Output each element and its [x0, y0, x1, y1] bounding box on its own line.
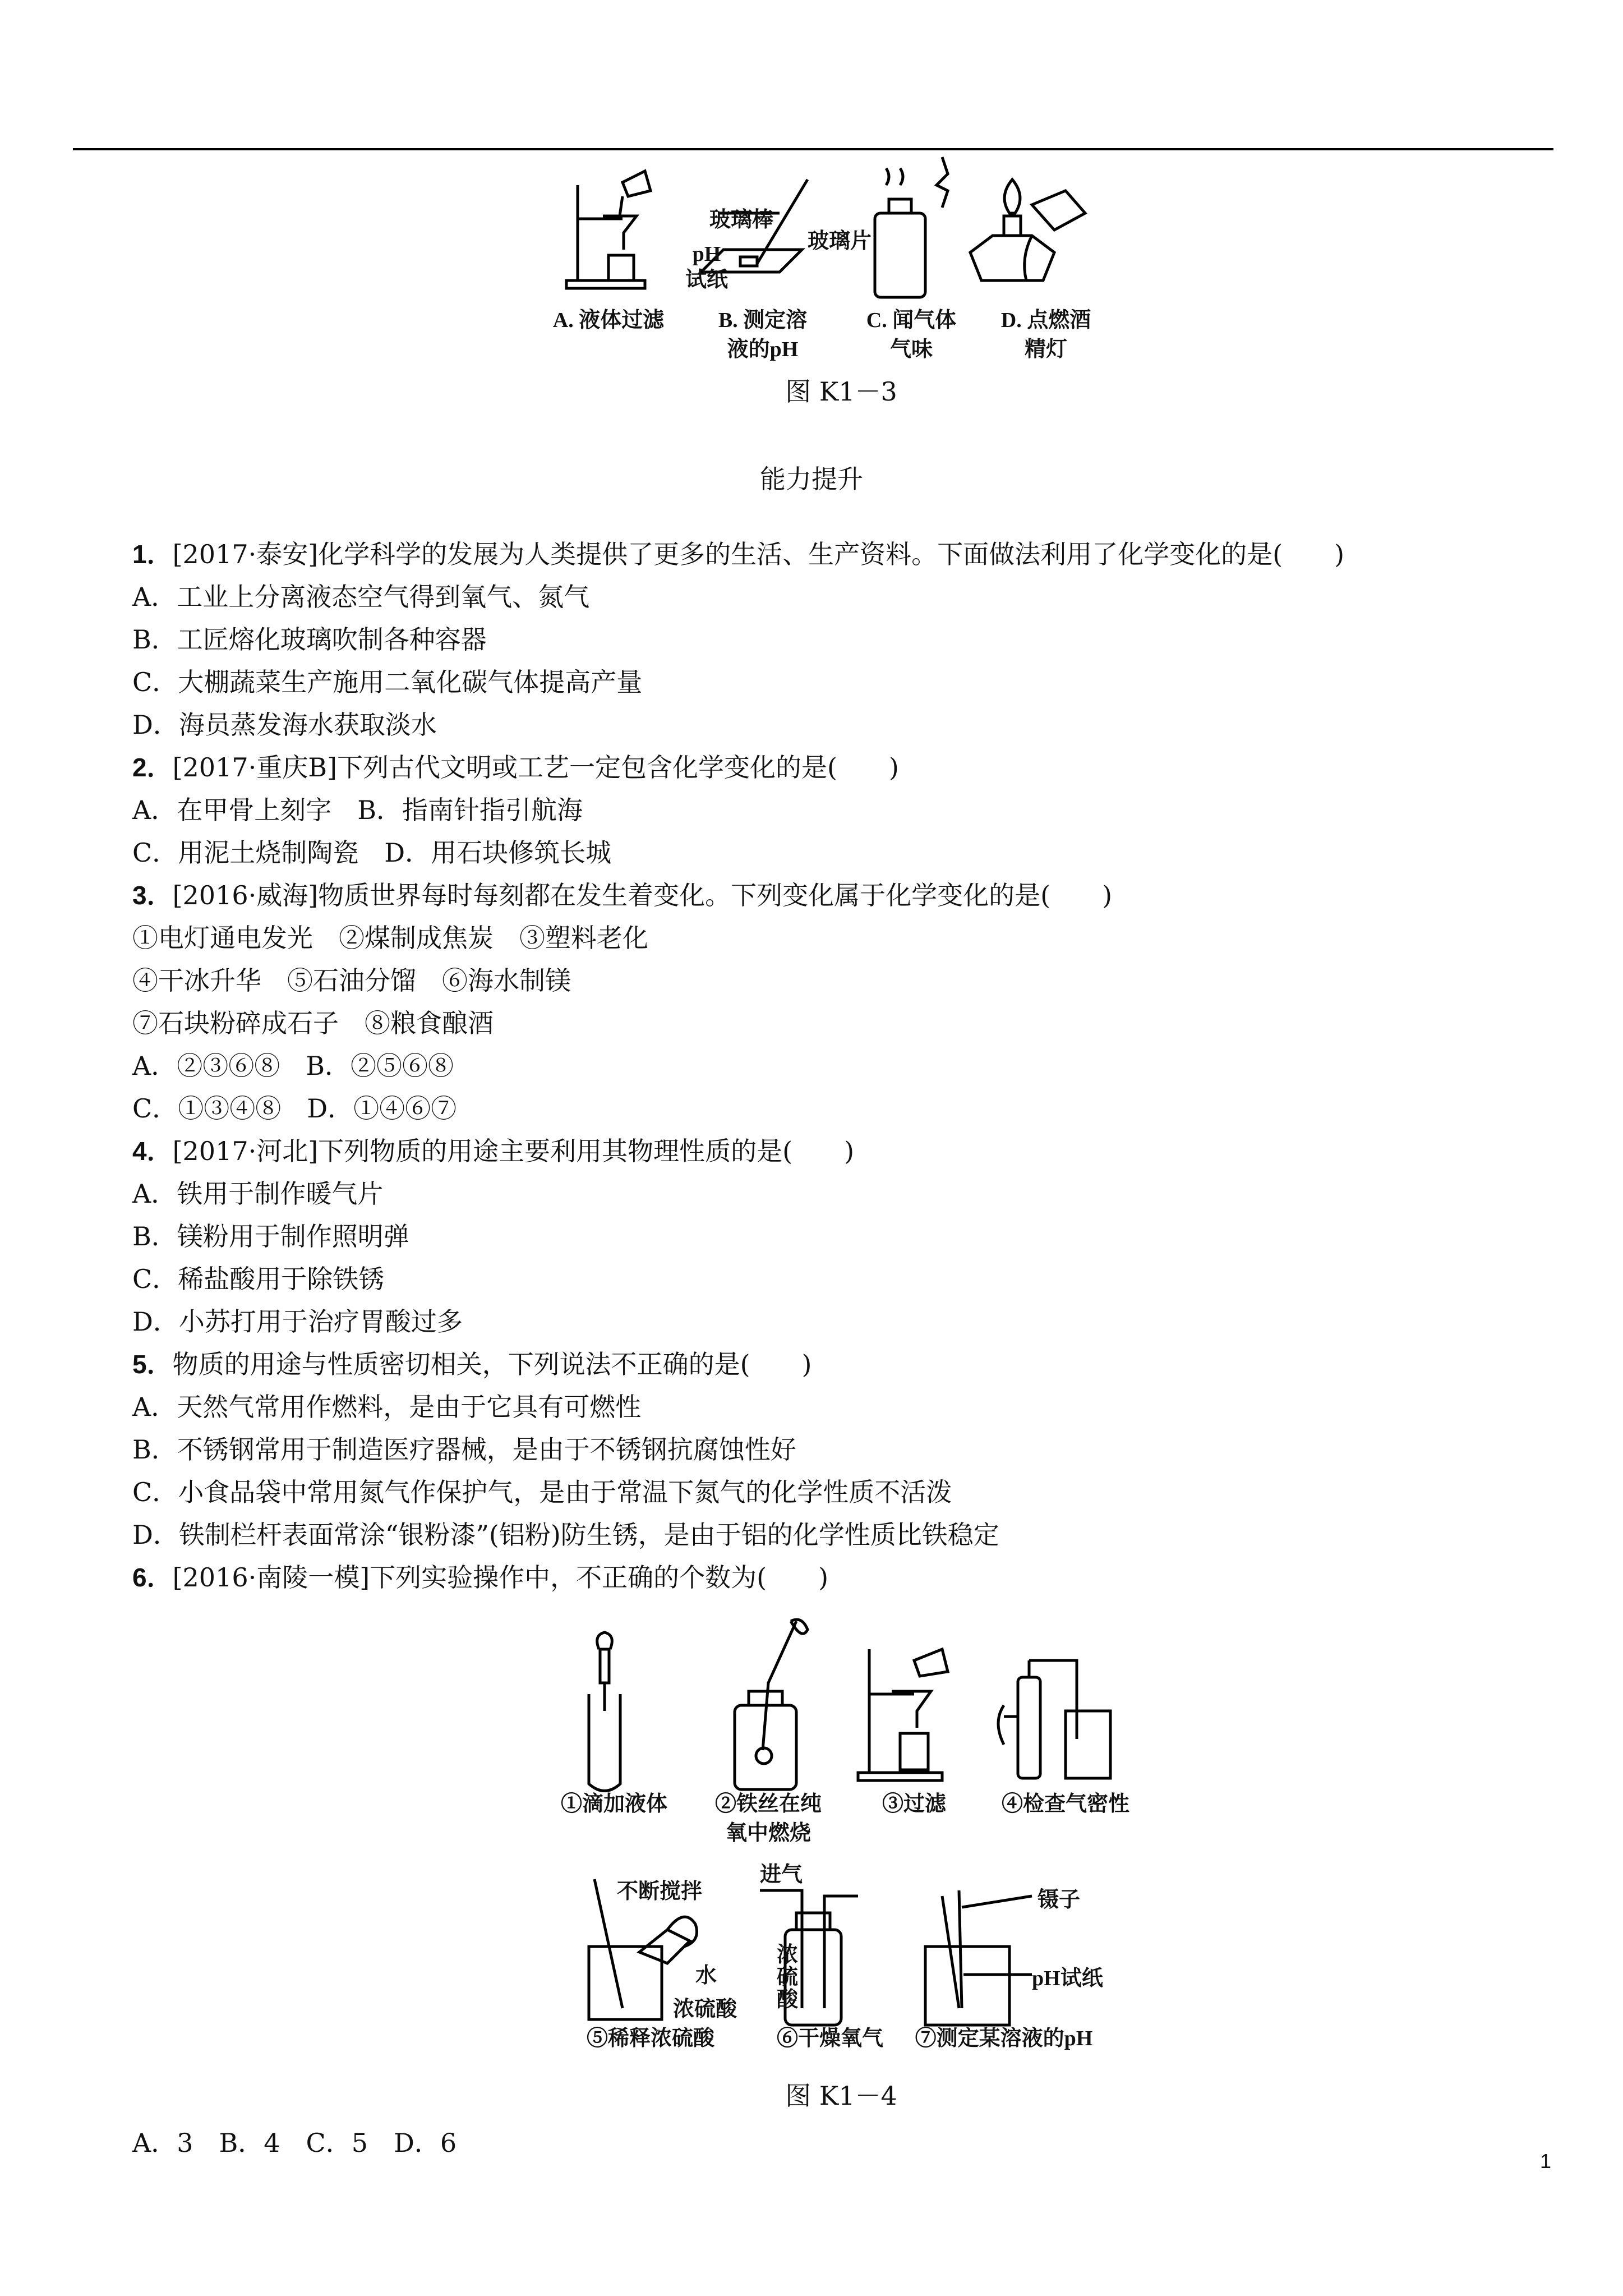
option: B．不锈钢常用于制造医疗器械，是由于不锈钢抗腐蚀性好 — [132, 1434, 796, 1465]
caption-3-filter: ③过滤 — [882, 1792, 946, 1816]
header-rule — [73, 148, 1553, 150]
option: D．海员蒸发海水获取淡水 — [132, 710, 437, 740]
question-stem: 2．[2017·重庆B]下列古代文明或工艺一定包含化学变化的是( ) — [132, 752, 899, 783]
caption-c-smell: C. 闻气体 气味 — [866, 309, 957, 361]
page-number: 1 — [1539, 2150, 1551, 2173]
option: A．工业上分离液态空气得到氧气、氮气 — [132, 582, 590, 612]
caption-a-filtration: A. 液体过滤 — [552, 309, 665, 332]
option: ⑦石块粉碎成石子 ⑧粮食酿酒 — [132, 1008, 494, 1038]
label-acid: 浓硫酸 — [673, 1998, 737, 2021]
caption-7-ph: ⑦测定某溶液的pH — [915, 2027, 1093, 2050]
caption-5-dilute: ⑤稀释浓硫酸 — [586, 2027, 714, 2050]
caption-1-drop: ①滴加液体 — [560, 1792, 667, 1816]
question-stem: 1．[2017·泰安]化学科学的发展为人类提供了更多的生活、生产资料。下面做法利用了化学变化的是( ) — [132, 539, 1345, 569]
figure-k1-4-title: 图 K1－4 — [785, 2081, 897, 2111]
label-stir: 不断搅拌 — [617, 1880, 703, 1903]
label-glass-slide: 玻璃片 — [808, 229, 872, 253]
option: D．小苏打用于治疗胃酸过多 — [132, 1306, 463, 1337]
option: ①电灯通电发光 ②煤制成焦炭 ③塑料老化 — [132, 923, 648, 953]
question-stem: 5．物质的用途与性质密切相关，下列说法不正确的是( ) — [132, 1349, 812, 1379]
label-tweezers: 镊子 — [1038, 1888, 1081, 1912]
caption-b-ph: B. 测定溶 液的pH — [718, 309, 808, 361]
answer-options: A．3 B．4 C．5 D．6 — [132, 2128, 457, 2158]
caption-d-lamp: D. 点燃酒 精灯 — [1000, 309, 1091, 361]
question-stem: 3．[2016·威海]物质世界每时每刻都在发生着变化。下列变化属于化学变化的是( ) — [132, 880, 1113, 910]
option: A．天然气常用作燃料，是由于它具有可燃性 — [132, 1392, 642, 1422]
label-ph-paper-2: pH试纸 — [1032, 1967, 1103, 1990]
option: D．铁制栏杆表面常涂“银粉漆”(铝粉)防生锈，是由于铝的化学性质比铁稳定 — [132, 1520, 999, 1550]
caption-4-airtight: ④检查气密性 — [1001, 1792, 1129, 1816]
figure-k1-4-drawing — [555, 1616, 1144, 2087]
option: B．镁粉用于制作照明弹 — [132, 1221, 409, 1251]
figure-k1-4 — [555, 1616, 1144, 2087]
option: C．用泥土烧制陶瓷 D．用石块修筑长城 — [132, 838, 612, 868]
option: C．稀盐酸用于除铁锈 — [132, 1264, 385, 1294]
option: A．②③⑥⑧ B．②⑤⑥⑧ — [132, 1051, 454, 1081]
option: A．在甲骨上刻字 B．指南针指引航海 — [132, 795, 583, 825]
label-water: 水 — [695, 1964, 717, 1987]
caption-2-iron: ②铁丝在纯 氧中燃烧 — [714, 1792, 822, 1845]
section-title: 能力提升 — [760, 464, 863, 494]
option: C．大棚蔬菜生产施用二氧化碳气体提高产量 — [132, 667, 643, 697]
caption-6-dry: ⑥干燥氧气 — [776, 2027, 883, 2050]
label-glass-rod: 玻璃棒 — [709, 208, 774, 232]
figure-k1-3-title: 图 K1－3 — [785, 376, 897, 407]
label-ph-paper: pH 试纸 — [685, 242, 728, 292]
option: B．工匠熔化玻璃吹制各种容器 — [132, 624, 487, 655]
label-gas-in: 进气 — [760, 1863, 803, 1887]
option: A．铁用于制作暖气片 — [132, 1179, 384, 1209]
option: C．①③④⑧ D．①④⑥⑦ — [132, 1093, 457, 1124]
label-conc-acid: 浓 硫 酸 — [777, 1943, 799, 2012]
option: ④干冰升华 ⑤石油分馏 ⑥海水制镁 — [132, 965, 571, 996]
option: C．小食品袋中常用氮气作保护气，是由于常温下氮气的化学性质不活泼 — [132, 1477, 952, 1507]
question-stem: 4．[2017·河北]下列物质的用途主要利用其物理性质的是( ) — [132, 1136, 855, 1166]
question-stem: 6．[2016·南陵一模]下列实验操作中，不正确的个数为( ) — [132, 1562, 829, 1593]
